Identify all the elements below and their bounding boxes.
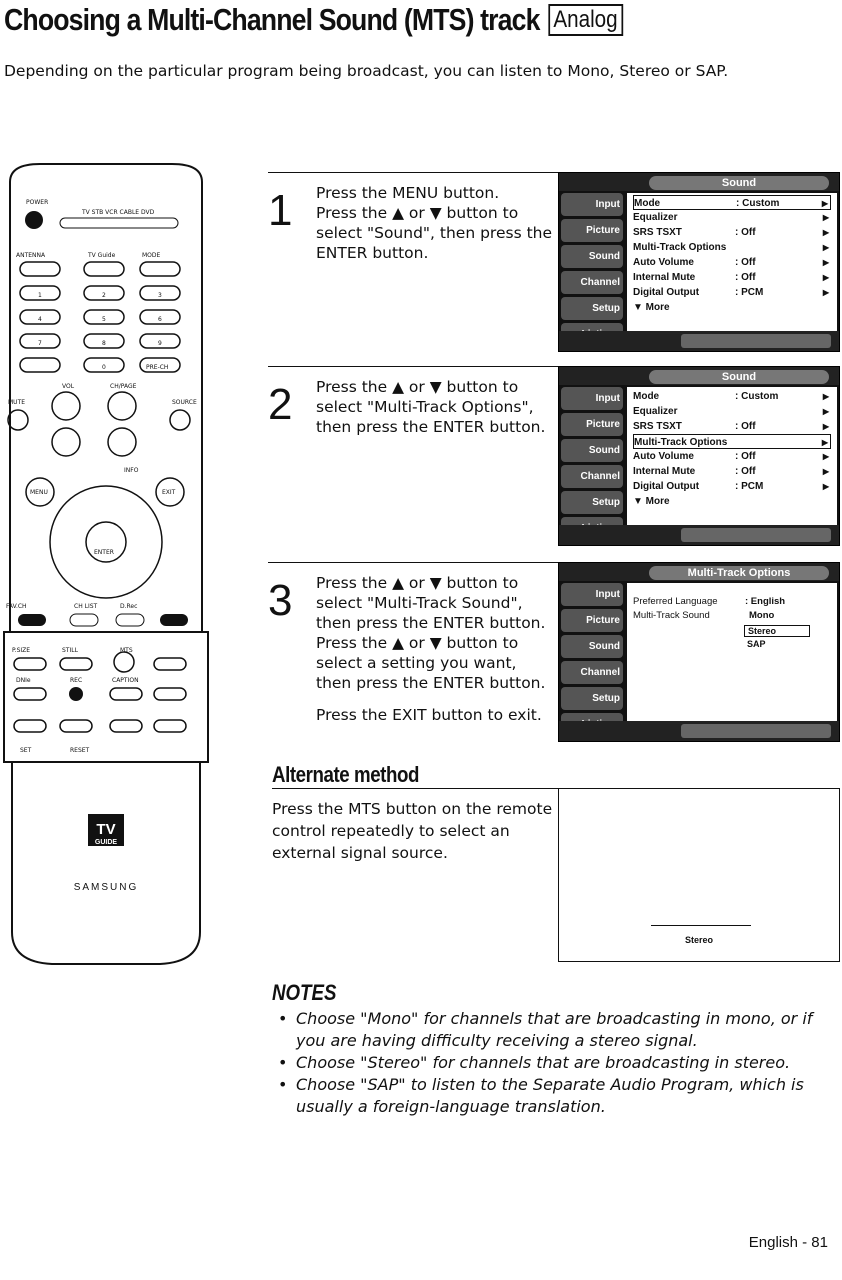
notes-heading: NOTES — [272, 980, 337, 1005]
step-number: 3 — [268, 576, 293, 625]
osd-tab-title: Multi-Track Options — [649, 566, 829, 580]
osd-sidebar — [561, 193, 623, 349]
arrow-right-icon: ▶ — [822, 213, 829, 222]
step-3 — [268, 562, 558, 752]
page-number: English - 81 — [748, 1234, 828, 1251]
osd-side-picture: Picture — [561, 609, 623, 632]
osd-sidebar — [561, 387, 623, 543]
osd-side-setup: Setup — [561, 491, 623, 514]
drec-label: D.Rec — [120, 603, 138, 610]
step-paragraph: Press the MENU button. — [316, 184, 500, 202]
still-label: STILL — [62, 647, 78, 654]
num-4: 4 — [38, 316, 42, 323]
osd-row-autovolume: Auto Volume : Off ▶ — [633, 451, 829, 462]
num-3: 3 — [158, 292, 162, 299]
osd-side-picture: Picture — [561, 413, 623, 436]
arrow-right-icon: ▶ — [822, 288, 829, 297]
num-7: 7 — [38, 340, 42, 347]
osd-sidebar — [561, 583, 623, 739]
step-text — [316, 183, 556, 263]
osd-side-channel: Channel — [561, 465, 623, 488]
osd-row-mode: Mode : Custom ▶ — [633, 391, 829, 402]
num-9: 9 — [158, 340, 162, 347]
info-label: INFO — [124, 467, 139, 474]
step-text — [316, 377, 556, 437]
mode-label: MODE — [142, 252, 161, 259]
step-number: 1 — [268, 186, 293, 235]
step-text — [316, 573, 556, 725]
chpage-label: CH/PAGE — [110, 383, 137, 390]
osd-row-digitaloutput: Digital Output : PCM ▶ — [633, 481, 829, 492]
osd-screen-sound-menu — [558, 172, 840, 352]
analog-badge: Analog — [548, 4, 623, 36]
arrow-right-icon: ▶ — [821, 199, 828, 208]
alternate-method-text: Press the MTS button on the remote control repeatedly to select an external signal source. — [272, 800, 553, 862]
osd-side-input: Input — [561, 387, 623, 410]
osd-side-channel: Channel — [561, 271, 623, 294]
page-title-text: Choosing a Multi-Channel Sound (MTS) track — [4, 2, 540, 37]
samsung-logo: SAMSUNG — [73, 882, 139, 893]
remote-control-illustration — [0, 162, 212, 970]
mute-label: MUTE — [8, 399, 26, 406]
power-label: POWER — [26, 199, 49, 206]
osd-screen-multitrack-select — [558, 366, 840, 546]
note-item: • Choose "Stereo" for channels that are broadcasting in stereo. — [274, 1052, 834, 1074]
osd-option-stereo: Stereo — [744, 625, 810, 637]
step-paragraph: Press the EXIT button to exit. — [316, 706, 542, 724]
step-1 — [268, 172, 558, 322]
num-0: 0 — [102, 364, 106, 371]
divider — [272, 788, 558, 789]
step-paragraph: Press the ▲ or ▼ button to select "Sound", then press the ENTER button. — [316, 204, 553, 262]
osd-row-more: ▼ More — [633, 302, 670, 313]
osd-tab-title: Sound — [649, 176, 829, 190]
favch-label: FAV.CH — [6, 603, 27, 610]
arrow-right-icon: ▶ — [822, 467, 829, 476]
step-paragraph: Press the ▲ or ▼ button to select "Multi-Track Sound", then press the ENTER button. Press the ▲ or ▼ button to select a setting you want, then press the ENTER button. — [316, 574, 546, 692]
osd-row-srs: SRS TSXT : Off ▶ — [633, 421, 829, 432]
osd-side-input: Input — [561, 583, 623, 606]
osd-row-multitrack: Multi-Track Options ▶ — [633, 242, 829, 253]
source-label: SOURCE — [172, 399, 197, 406]
num-8: 8 — [102, 340, 106, 347]
page-title — [4, 2, 623, 39]
rec-label: REC — [70, 677, 83, 684]
osd-row-more: ▼ More — [633, 496, 670, 507]
mts-display-label: Stereo — [684, 935, 713, 945]
tvguide-logo-top: TV — [96, 821, 116, 838]
arrow-right-icon: ▶ — [822, 392, 829, 401]
caption-label: CAPTION — [112, 677, 139, 684]
note-item: • Choose "SAP" to listen to the Separate Audio Program, which is usually a foreign-language translation. — [274, 1074, 834, 1118]
osd-row-internalmute: Internal Mute : Off ▶ — [633, 466, 829, 477]
step-2 — [268, 366, 558, 516]
reset-label: RESET — [70, 747, 90, 754]
osd-side-setup: Setup — [561, 687, 623, 710]
osd-side-sound: Sound — [561, 635, 623, 658]
arrow-right-icon: ▶ — [822, 482, 829, 491]
arrow-right-icon: ▶ — [822, 228, 829, 237]
osd-row-multitrack-sound: Multi-Track Sound Mono — [633, 610, 775, 621]
osd-screen-multitrack-options — [558, 562, 840, 742]
osd-menu-panel — [627, 583, 837, 721]
menu-label: MENU — [30, 489, 48, 496]
tvguide-label: TV Guide — [88, 252, 116, 259]
osd-side-sound: Sound — [561, 245, 623, 268]
osd-side-picture: Picture — [561, 219, 623, 242]
alternate-method-heading: Alternate method — [272, 762, 419, 787]
num-2: 2 — [102, 292, 106, 299]
osd-row-equalizer: Equalizer ▶ — [633, 212, 829, 223]
osd-tab-title: Sound — [649, 370, 829, 384]
arrow-right-icon: ▶ — [822, 452, 829, 461]
osd-row-srs: SRS TSXT : Off ▶ — [633, 227, 829, 238]
prech-label: PRE-CH — [146, 364, 169, 371]
step-paragraph: Press the ▲ or ▼ button to select "Multi-Track Options", then press the ENTER button. — [316, 378, 546, 436]
arrow-right-icon: ▶ — [822, 243, 829, 252]
set-label: SET — [20, 747, 32, 754]
mode-label-row: TV STB VCR CABLE DVD — [82, 209, 155, 216]
osd-row-multitrack: Multi-Track Options ▶ — [633, 434, 831, 449]
tvguide-logo-bottom: GUIDE — [94, 839, 118, 846]
osd-menu-panel — [627, 193, 837, 331]
osd-row-internalmute: Internal Mute : Off ▶ — [633, 272, 829, 283]
osd-row-digitaloutput: Digital Output : PCM ▶ — [633, 287, 829, 298]
osd-side-input: Input — [561, 193, 623, 216]
osd-row-equalizer: Equalizer ▶ — [633, 406, 829, 417]
num-5: 5 — [102, 316, 106, 323]
vol-label: VOL — [62, 383, 75, 390]
arrow-right-icon: ▶ — [822, 273, 829, 282]
note-item: • Choose "Mono" for channels that are broadcasting in mono, or if you are having difficulty receiving a stereo signal. — [274, 1008, 834, 1052]
exit-label: EXIT — [162, 489, 176, 496]
arrow-right-icon: ▶ — [822, 407, 829, 416]
num-1: 1 — [38, 292, 42, 299]
intro-text: Depending on the particular program being broadcast, you can listen to Mono, Stereo or SAP. — [4, 62, 729, 80]
mts-label: MTS — [120, 647, 133, 654]
osd-side-setup: Setup — [561, 297, 623, 320]
osd-option-sap: SAP — [747, 639, 766, 649]
dnie-label: DNIe — [16, 677, 31, 684]
step-number: 2 — [268, 380, 293, 429]
osd-screen-mts-display — [558, 788, 840, 962]
enter-label: ENTER — [94, 549, 114, 556]
chlist-label: CH LIST — [74, 603, 98, 610]
osd-row-mode: Mode : Custom ▶ — [633, 195, 831, 210]
notes-list — [274, 1008, 834, 1118]
osd-side-channel: Channel — [561, 661, 623, 684]
arrow-right-icon: ▶ — [822, 258, 829, 267]
antenna-label: ANTENNA — [16, 252, 46, 259]
osd-side-sound: Sound — [561, 439, 623, 462]
osd-row-preferred-language: Preferred Language : English — [633, 596, 786, 607]
osd-row-autovolume: Auto Volume : Off ▶ — [633, 257, 829, 268]
num-6: 6 — [158, 316, 162, 323]
arrow-right-icon: ▶ — [821, 438, 828, 447]
osd-menu-panel — [627, 387, 837, 525]
arrow-right-icon: ▶ — [822, 422, 829, 431]
psize-label: P.SIZE — [12, 647, 31, 654]
